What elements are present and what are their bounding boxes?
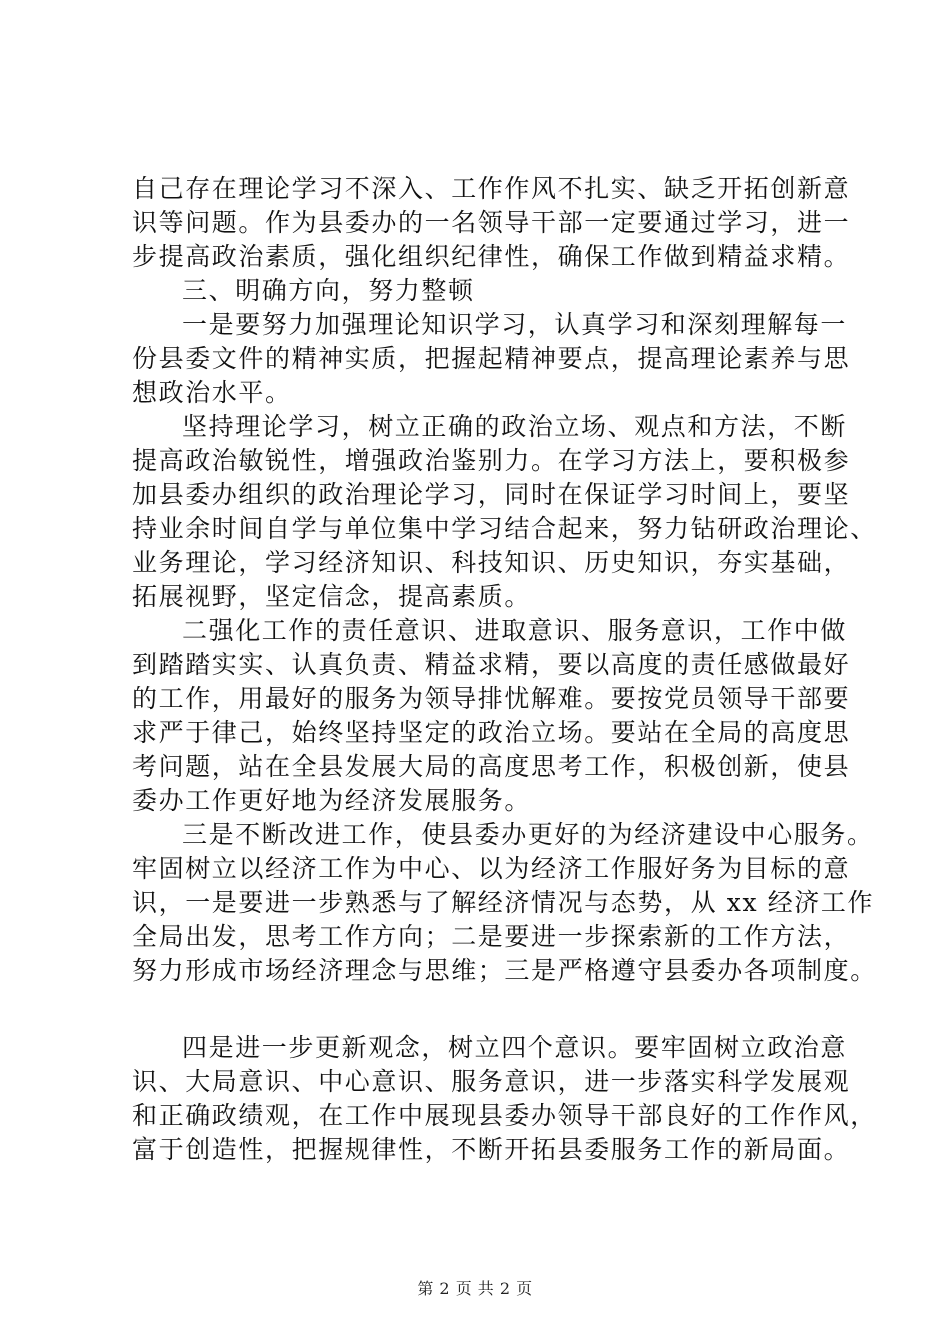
- paragraph-line: 求严于律己，始终坚持坚定的政治立场。要站在全局的高度思: [132, 718, 851, 747]
- paragraph-line: 加县委办组织的政治理论学习，同时在保证学习时间上，要坚: [132, 480, 851, 509]
- paragraph-line: 四是进一步更新观念，树立四个意识。要牢固树立政治意: [182, 1033, 848, 1062]
- paragraph-line: 提高政治敏锐性，增强政治鉴别力。在学习方法上，要积极参: [132, 446, 851, 475]
- paragraph-line: 到踏踏实实、认真负责、精益求精，要以高度的责任感做最好: [132, 650, 851, 679]
- paragraph-line: 富于创造性，把握规律性，不断开拓县委服务工作的新局面。: [132, 1135, 851, 1164]
- paragraph-line: 二强化工作的责任意识、进取意识、服务意识，工作中做: [182, 616, 848, 645]
- paragraph-line: 一是要努力加强理论知识学习，认真学习和深刻理解每一: [182, 310, 848, 339]
- paragraph-line: 识，一是要进一步熟悉与了解经济情况与态势，从 xx 经济工作: [132, 888, 875, 917]
- paragraph-line: 坚持理论学习，树立正确的政治立场、观点和方法，不断: [182, 412, 848, 441]
- paragraph-line: 识等问题。作为县委办的一名领导干部一定要通过学习，进一: [132, 208, 851, 237]
- paragraph-line: 持业余时间自学与单位集中学习结合起来，努力钻研政治理论、: [132, 514, 877, 543]
- paragraph-line: 委办工作更好地为经济发展服务。: [132, 786, 532, 815]
- paragraph-line: 想政治水平。: [132, 378, 292, 407]
- paragraph-line: 业务理论，学习经济知识、科技知识、历史知识，夯实基础，: [132, 548, 851, 577]
- paragraph-line: 自己存在理论学习不深入、工作作风不扎实、缺乏开拓创新意: [132, 174, 851, 203]
- section-heading: 三、明确方向，努力整顿: [182, 276, 475, 305]
- paragraph-line: 份县委文件的精神实质，把握起精神要点，提高理论素养与思: [132, 344, 851, 373]
- paragraph-line: 识、大局意识、中心意识、服务意识，进一步落实科学发展观: [132, 1067, 851, 1096]
- paragraph-line: 拓展视野，坚定信念，提高素质。: [132, 582, 532, 611]
- paragraph-line: 牢固树立以经济工作为中心、以为经济工作服好务为目标的意: [132, 854, 851, 883]
- page-footer: 第 2 页 共 2 页: [417, 1279, 533, 1298]
- paragraph-line: 三是不断改进工作，使县委办更好的为经济建设中心服务。: [182, 820, 874, 849]
- paragraph-line: 和正确政绩观，在工作中展现县委办领导干部良好的工作作风，: [132, 1101, 877, 1130]
- paragraph-line: 步提高政治素质，强化组织纪律性，确保工作做到精益求精。: [132, 242, 851, 271]
- paragraph-line: 考问题，站在全县发展大局的高度思考工作，积极创新，使县: [132, 752, 851, 781]
- paragraph-line: 努力形成市场经济理念与思维；三是严格遵守县委办各项制度。: [132, 956, 877, 985]
- paragraph-line: 的工作，用最好的服务为领导排忧解难。要按党员领导干部要: [132, 684, 851, 713]
- paragraph-line: 全局出发，思考工作方向；二是要进一步探索新的工作方法，: [132, 922, 851, 951]
